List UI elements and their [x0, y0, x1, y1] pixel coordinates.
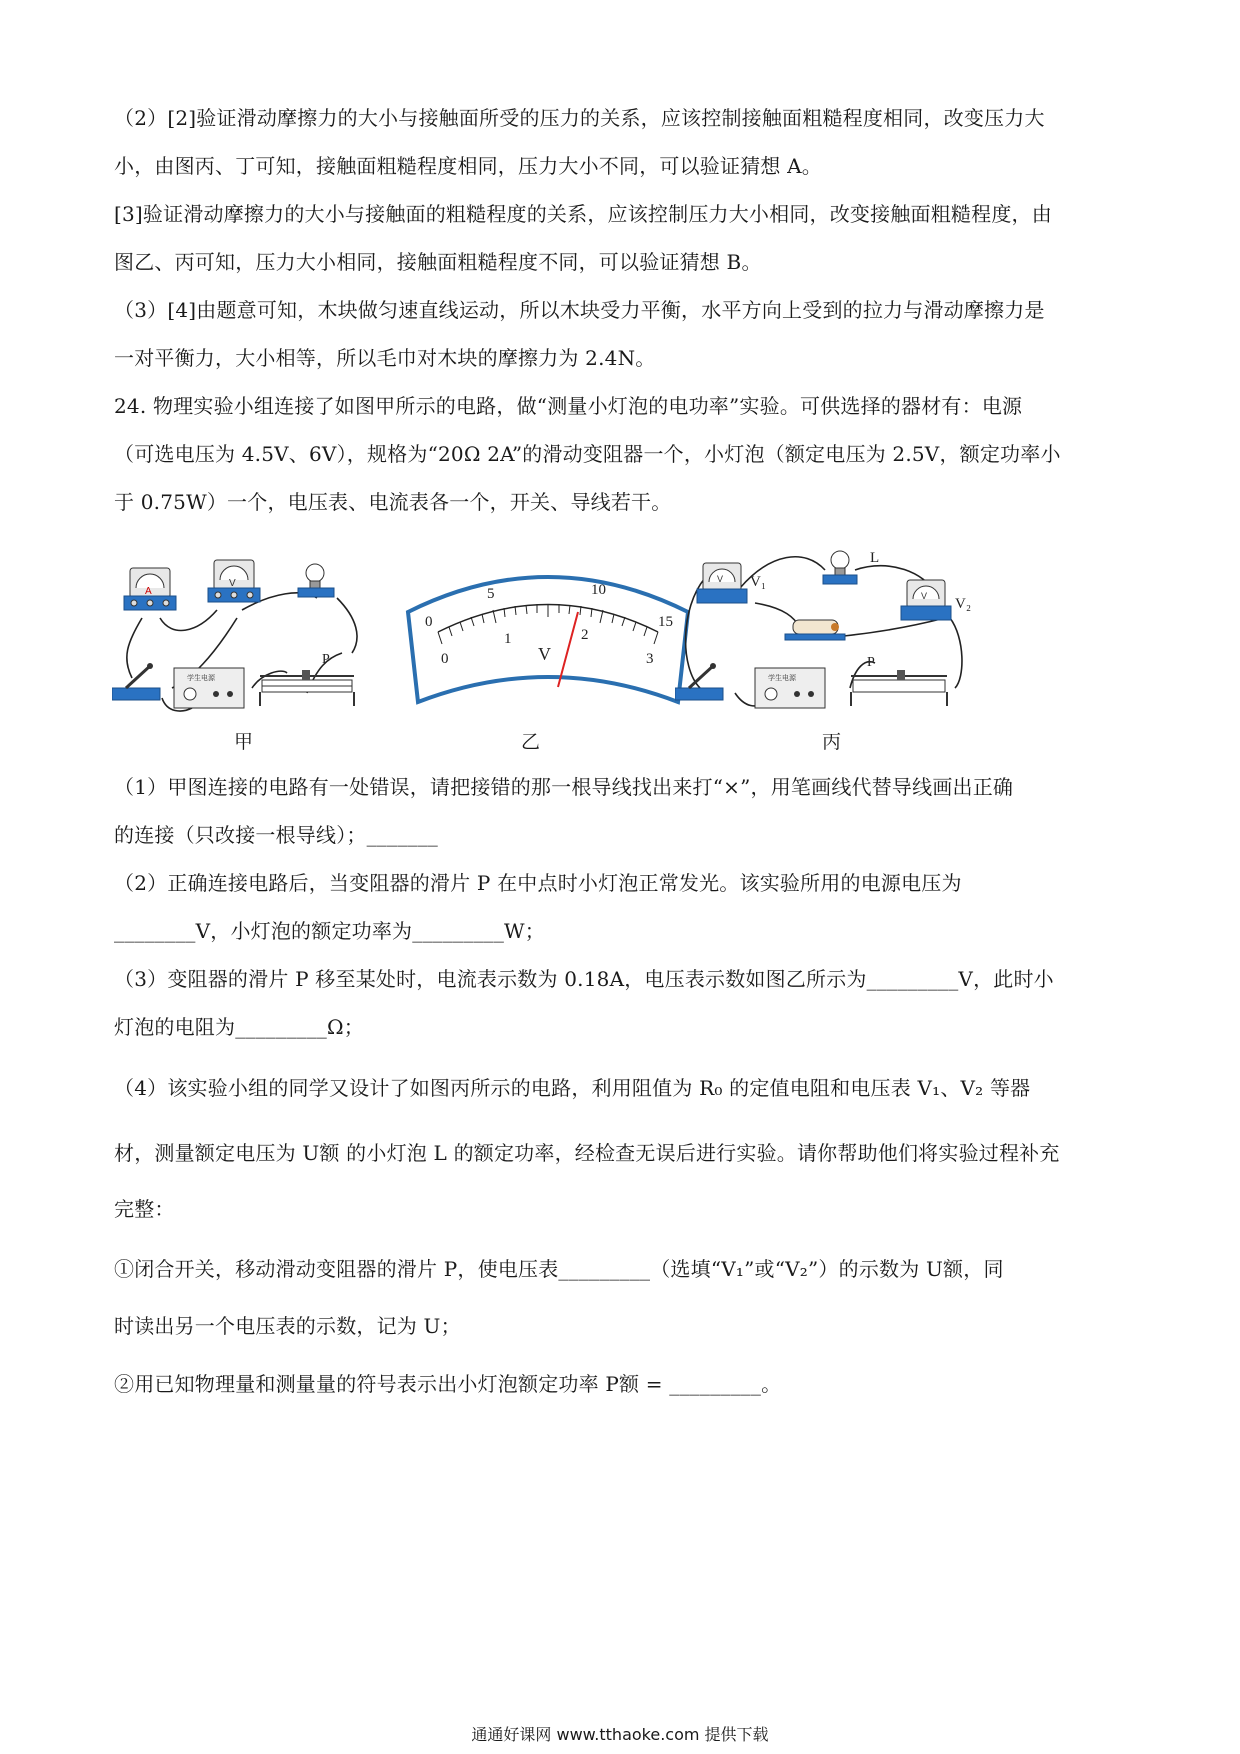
rheostat-icon	[260, 652, 354, 706]
dial-lower-3: 3	[646, 651, 654, 667]
text-line: 材，测量额定电压为 U额 的小灯泡 L 的额定功率，经检查无误后进行实验。请你帮助他们将实验过程补充	[114, 1141, 1060, 1165]
text-line: 图乙、丙可知，压力大小相同，接触面粗糙程度不同，可以验证猜想 B。	[114, 250, 762, 274]
text-line: 灯泡的电阻为_________Ω；	[114, 1015, 364, 1039]
sub-question-1: （1）甲图连接的电路有一处错误，请把接错的那一根导线找出来打“×”，用笔画线代替导线画出正确	[114, 775, 1014, 799]
step-2: ②用已知物理量和测量量的符号表示出小灯泡额定功率 P额 = _________。	[114, 1372, 782, 1396]
power-supply-icon	[174, 668, 244, 708]
text-line: 一对平衡力，大小相等，所以毛巾对木块的摩擦力为 2.4N。	[114, 346, 656, 370]
sub-question-3: （3）变阻器的滑片 P 移至某处时，电流表示数为 0.18A，电压表示数如图乙所示为_________V，此时小	[114, 967, 1054, 991]
text-line: 时读出另一个电压表的示数，记为 U；	[114, 1314, 461, 1338]
text-line: 完整：	[114, 1197, 175, 1221]
text-line: 于 0.75W）一个，电压表、电流表各一个，开关、导线若干。	[114, 490, 672, 514]
switch-icon	[112, 663, 160, 700]
figure-caption-jia: 甲	[234, 731, 254, 753]
dial-lower-1: 1	[504, 631, 512, 647]
ammeter-icon	[124, 568, 176, 610]
power-supply-label: 学生电源	[187, 674, 215, 682]
circuit-figure-bing	[675, 548, 975, 743]
lamp-l-label: L	[870, 550, 880, 566]
voltmeter-letter: V	[229, 578, 236, 589]
step-1: ①闭合开关，移动滑动变阻器的滑片 P，使电压表_________（选填“V₁”或“V₂”）的示数为 U额，同	[114, 1257, 1004, 1281]
dial-upper-0: 0	[425, 614, 433, 630]
text-line: 的连接（只改接一根导线）；_______	[114, 823, 438, 847]
circuit-figure-jia	[112, 548, 382, 743]
dial-lower-2: 2	[581, 627, 589, 643]
rheostat-p-label: P	[322, 652, 330, 667]
text-line: ________V，小灯泡的额定功率为_________W；	[114, 919, 545, 943]
dial-unit: V	[538, 644, 551, 664]
resistor-r0-icon	[785, 620, 845, 640]
text-line: （可选电压为 4.5V、6V），规格为“20Ω 2A”的滑动变阻器一个，小灯泡（额定电压为 2.5V，额定功率小	[114, 442, 1061, 466]
voltmeter-v2-icon	[901, 580, 971, 620]
text-line: （3）[4]由题意可知，木块做匀速直线运动，所以木块受力平衡，水平方向上受到的拉力与滑动摩擦力是	[114, 298, 1045, 322]
voltmeter-v2-letter: V	[921, 591, 928, 601]
voltmeter-v1-icon	[697, 563, 766, 603]
v1-label: V₁	[750, 574, 767, 590]
page-footer: 通通好课网 www.tthaoke.com 提供下载	[471, 1725, 769, 1744]
dial-lower-0: 0	[441, 651, 449, 667]
question-24-stem: 24. 物理实验小组连接了如图甲所示的电路，做“测量小灯泡的电功率”实验。可供选择的器材有：电源	[114, 394, 1023, 418]
text-line: （2）[2]验证滑动摩擦力的大小与接触面所受的压力的关系，应该控制接触面粗糙程度相同，改变压力大	[114, 106, 1045, 130]
bulb-icon	[298, 564, 334, 597]
power-supply-icon	[755, 668, 825, 708]
figure-caption-bing: 丙	[822, 731, 842, 753]
rheostat-p-label: P	[867, 655, 875, 670]
sub-question-2: （2）正确连接电路后，当变阻器的滑片 P 在中点时小灯泡正常发光。该实验所用的电源电压为	[114, 871, 962, 895]
dial-upper-5: 5	[487, 586, 495, 602]
power-supply-label: 学生电源	[768, 674, 796, 682]
sub-question-4: （4）该实验小组的同学又设计了如图丙所示的电路，利用阻值为 R₀ 的定值电阻和电压表 V₁、V₂ 等器	[114, 1076, 1031, 1100]
voltmeter-dial-figure-yi	[398, 552, 698, 717]
voltmeter-v1-letter: V	[717, 574, 724, 584]
v2-label: V₂	[955, 596, 972, 612]
switch-icon	[675, 663, 723, 700]
voltmeter-icon	[208, 560, 260, 602]
figure-caption-yi: 乙	[521, 731, 541, 753]
dial-upper-10: 10	[591, 582, 606, 598]
text-line: 小，由图丙、丁可知，接触面粗糙程度相同，压力大小不同，可以验证猜想 A。	[114, 154, 823, 178]
ammeter-letter: A	[145, 586, 152, 597]
dial-upper-15: 15	[658, 614, 673, 630]
text-line: [3]验证滑动摩擦力的大小与接触面的粗糙程度的关系，应该控制压力大小相同，改变接触面粗糙程度，由	[114, 202, 1052, 226]
